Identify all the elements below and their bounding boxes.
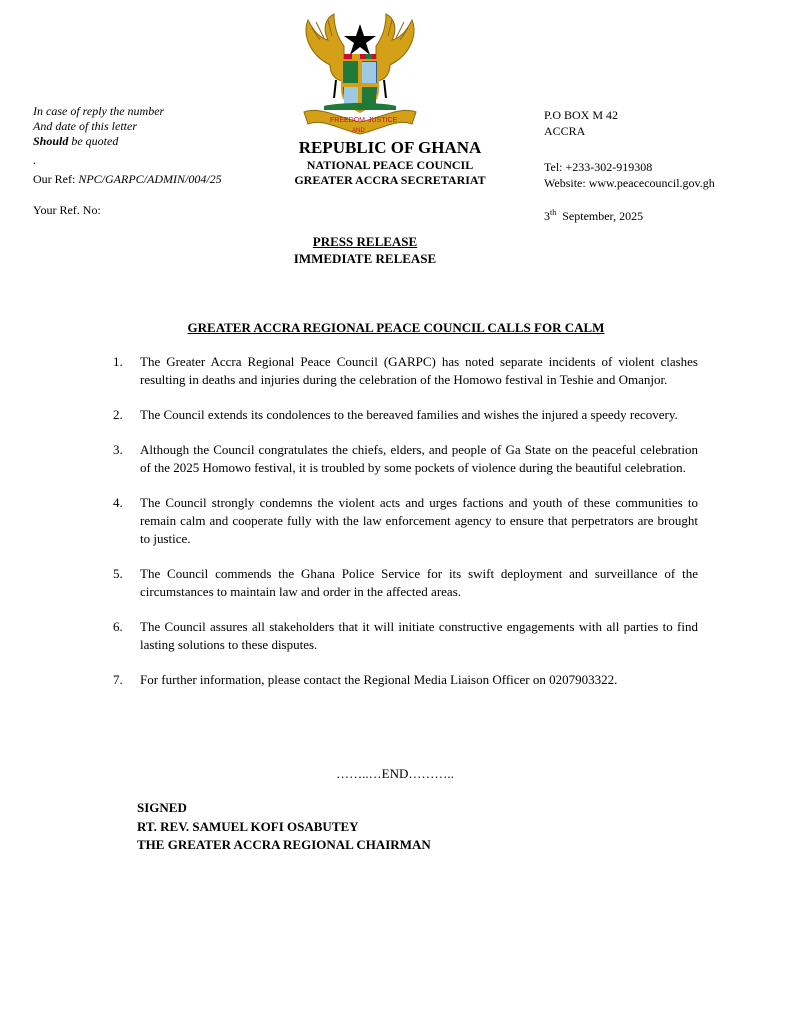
list-item — [113, 441, 698, 477]
item-text: The Council commends the Ghana Police Service for its swift deployment and surveillance of the circumstances to maintain law and order in the affected areas. — [140, 566, 698, 599]
po-box: P.O BOX M 42 — [544, 108, 619, 122]
motto-left-text: FREEDOM — [330, 117, 365, 124]
date-suffix: th — [550, 208, 557, 217]
reply-note-line: In case of reply the number — [33, 104, 165, 118]
reply-note-line: And date of this letter — [33, 119, 137, 133]
release-title: GREATER ACCRA REGIONAL PEACE COUNCIL CALLS FOR CALM — [187, 320, 605, 335]
city: ACCRA — [544, 124, 586, 138]
website: Website: www.peacecouncil.gov.gh — [544, 176, 715, 190]
item-number: 4. — [113, 495, 123, 510]
your-ref: Your Ref. No: — [33, 203, 101, 217]
list-item — [113, 618, 698, 654]
signed-label: SIGNED — [137, 800, 187, 815]
item-text: Although the Council congratulates the chiefs, elders, and people of Ga State on the peaceful celebration of the 2025 Homowo festival, it is troubled by some pockets of violence during the beautiful celebration. — [140, 442, 698, 475]
motto-right-text: JUSTICE — [368, 117, 398, 124]
statement-list — [113, 353, 698, 706]
secretariat-heading: GREATER ACCRA SECRETARIAT — [294, 173, 486, 187]
date-rest: September, 2025 — [556, 209, 644, 223]
press-release-heading: PRESS RELEASE — [312, 234, 418, 249]
item-text: The Council assures all stakeholders that it will initiate constructive engagements with all parties to find lasting solutions to these disputes. — [140, 619, 698, 652]
list-item — [113, 671, 698, 689]
ghana-coat-of-arms — [300, 10, 420, 138]
republic-heading: REPUBLIC OF GHANA — [298, 138, 482, 157]
item-text: For further information, please contact the Regional Media Liaison Officer on 0207903322. — [140, 672, 618, 687]
list-item — [113, 353, 698, 389]
reply-note-bold: Should — [33, 134, 69, 148]
signer-name: RT. REV. SAMUEL KOFI OSABUTEY — [137, 819, 359, 834]
item-text: The Council extends its condolences to the bereaved families and wishes the injured a speedy recovery. — [140, 407, 678, 422]
date-day: 3 — [544, 209, 550, 223]
council-heading: NATIONAL PEACE COUNCIL — [306, 158, 474, 172]
immediate-release-heading: IMMEDIATE RELEASE — [293, 251, 437, 266]
motto-mid-text: AND — [352, 128, 365, 134]
reply-note-line — [33, 134, 164, 149]
left-dot: . — [33, 153, 36, 167]
letter-date — [544, 205, 643, 224]
list-item — [113, 494, 698, 548]
item-number: 1. — [113, 354, 123, 369]
item-number: 6. — [113, 619, 123, 634]
item-text: The Greater Accra Regional Peace Council (GARPC) has noted separate incidents of violent clashes resulting in deaths and injuries during the celebration of the Homowo festival in Teshie and Omanjor. — [140, 354, 698, 387]
item-text: The Council strongly condemns the violent acts and urges factions and youth of these communities to remain calm and cooperate fully with the law enforcement agency to ensure that perpetrators are brought to justice. — [140, 495, 698, 546]
telephone: Tel: +233-302-919308 — [544, 160, 653, 174]
item-number: 5. — [113, 566, 123, 581]
item-number: 2. — [113, 407, 123, 422]
our-ref-label: Our Ref: — [33, 172, 79, 186]
our-ref — [33, 172, 222, 187]
list-item — [113, 406, 698, 424]
our-ref-value: NPC/GARPC/ADMIN/004/25 — [78, 172, 222, 186]
reply-note — [33, 104, 164, 149]
item-number: 3. — [113, 442, 123, 457]
item-number: 7. — [113, 672, 123, 687]
reply-note-rest: be quoted — [68, 134, 119, 148]
signer-title: THE GREATER ACCRA REGIONAL CHAIRMAN — [137, 837, 431, 852]
list-item — [113, 565, 698, 601]
end-marker: ……..…END……….. — [336, 766, 454, 781]
